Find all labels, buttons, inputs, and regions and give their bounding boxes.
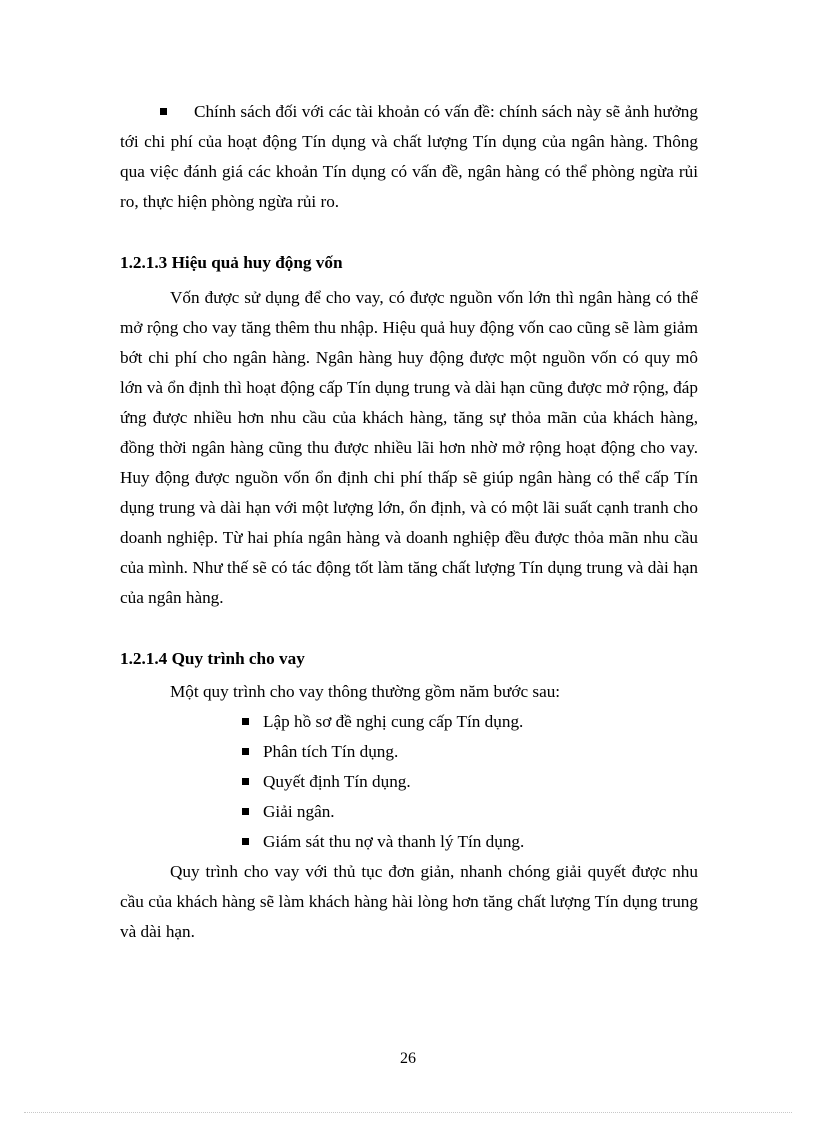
bullet-paragraph-text: Chính sách đối với các tài khoản có vấn đề: chính sách này sẽ ảnh hưởng tới chi phí của hoạt động Tín dụng và chất lượng Tín dụng của ngân hàng. Thông qua việc đánh giá các khoản Tín dụng có vấn đề, ngân hàng có thể phòng ngừa rủi ro, thực hiện phòng ngừa rủi ro. — [120, 102, 698, 211]
square-bullet-icon — [242, 748, 249, 755]
square-bullet-icon — [242, 808, 249, 815]
section-intro-quy-trinh: Một quy trình cho vay thông thường gồm năm bước sau: — [170, 682, 561, 701]
section-heading-hieu-qua: 1.2.1.3 Hiệu quả huy động vốn — [120, 253, 343, 272]
footer-divider — [24, 1112, 792, 1113]
list-item: Phân tích Tín dụng. — [242, 737, 698, 767]
square-bullet-icon — [242, 838, 249, 845]
text-block — [120, 97, 698, 947]
steps-list — [120, 707, 698, 857]
square-bullet-icon — [242, 718, 249, 725]
section-paragraph-hieu-qua: Vốn được sử dụng để cho vay, có được nguồn vốn lớn thì ngân hàng có thể mở rộng cho vay tăng thêm thu nhập. Hiệu quả huy động vốn cao cũng sẽ làm giảm bớt chi phí cho ngân hàng. Ngân hàng huy động được một nguồn vốn có quy mô lớn và ổn định thì hoạt động cấp Tín dụng trung và dài hạn cũng được mở rộng, đáp ứng được nhiều hơn nhu cầu của khách hàng, tăng sự thỏa mãn của khách hàng, đồng thời ngân hàng cũng thu được nhiều lãi hơn nhờ mở rộng hoạt động cho vay. Huy động được nguồn vốn ổn định chi phí thấp sẽ giúp ngân hàng có thể cấp Tín dụng trung và dài hạn với một lượng lớn, ổn định, và có một lãi suất cạnh tranh cho doanh nghiệp. Từ hai phía ngân hàng và doanh nghiệp đều được thỏa mãn nhu cầu của mình. Như thế sẽ có tác động tốt làm tăng chất lượng Tín dụng trung và dài hạn của ngân hàng. — [120, 288, 698, 607]
list-item: Giám sát thu nợ và thanh lý Tín dụng. — [242, 827, 698, 857]
list-item: Giải ngân. — [242, 797, 698, 827]
square-bullet-icon — [242, 778, 249, 785]
section-heading-quy-trinh: 1.2.1.4 Quy trình cho vay — [120, 649, 305, 668]
section-closing-quy-trinh: Quy trình cho vay với thủ tục đơn giản, nhanh chóng giải quyết được nhu cầu của khách hàng sẽ làm khách hàng hài lòng hơn tăng chất lượng Tín dụng trung và dài hạn. — [120, 862, 698, 941]
bullet-paragraph — [120, 97, 698, 217]
page-number: 26 — [400, 1050, 416, 1067]
list-item: Quyết định Tín dụng. — [242, 767, 698, 797]
square-bullet-icon — [160, 108, 167, 115]
list-item: Lập hồ sơ đề nghị cung cấp Tín dụng. — [242, 707, 698, 737]
